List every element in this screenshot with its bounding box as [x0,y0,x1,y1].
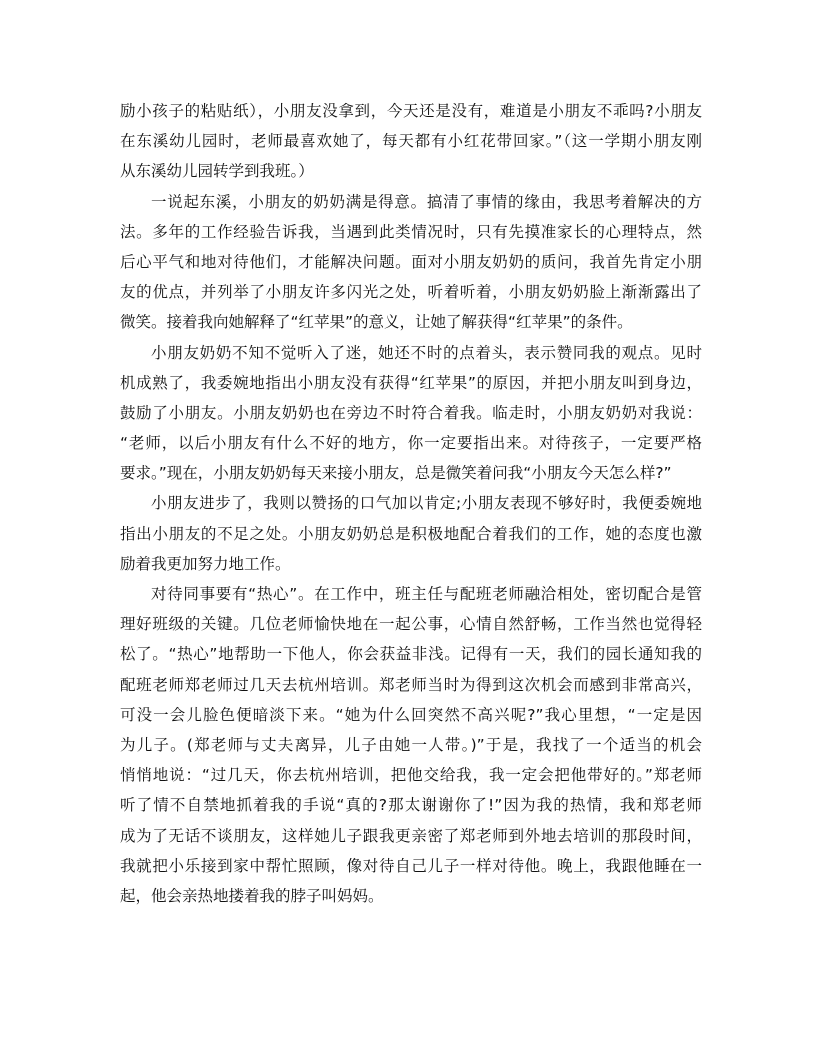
text-line: 在东溪幼儿园时，老师最喜欢她了，每天都有小红花带回家。”（这一学期小朋友刚 [120,132,702,151]
text-line: 为儿子。(郑老师与丈夫离异，儿子由她一人带。)”于是，我找了一个适当的机会 [120,735,702,754]
text-line: “老师，以后小朋友有什么不好的地方，你一定要指出来。对待孩子，一定要严格 [120,434,702,453]
text-line: 微笑。接着我向她解释了“红苹果”的意义，让她了解获得“红苹果”的条件。 [120,313,633,332]
text-line: 后心平气和地对待他们，才能解决问题。面对小朋友奶奶的质问，我首先肯定小朋 [120,252,702,271]
text-line: 励小孩子的粘贴纸），小朋友没拿到，今天还是没有，难道是小朋友不乖吗?小朋友 [120,102,702,120]
text-line: 励着我更加努力地工作。 [120,554,291,573]
paragraph-start-line: 小朋友进步了，我则以赞扬的口气加以肯定;小朋友表现不够好时，我便委婉地 [151,494,702,513]
paragraph-start-line: 一说起东溪，小朋友的奶奶满是得意。搞清了事情的缘由，我思考着解决的方 [151,192,702,211]
text-line: 听了情不自禁地抓着我的手说“真的?那太谢谢你了!”因为我的热情，我和郑老师 [120,796,702,815]
text-line: 配班老师郑老师过几天去杭州培训。郑老师当时为得到这次机会而感到非常高兴， [120,675,702,694]
text-line: 成为了无话不谈朋友，这样她儿子跟我更亲密了郑老师到外地去培训的那段时间， [120,826,702,845]
text-line: 鼓励了小朋友。小朋友奶奶也在旁边不时符合着我。临走时，小朋友奶奶对我说： [120,403,702,422]
text-line: 松了。“热心”地帮助一下他人，你会获益非浅。记得有一天，我们的园长通知我的 [120,645,702,664]
text-line: 要求。”现在，小朋友奶奶每天来接小朋友，总是微笑着问我“小朋友今天怎么样?” [120,464,672,483]
text-line: 机成熟了，我委婉地指出小朋友没有获得“红苹果”的原因，并把小朋友叫到身边， [120,373,702,392]
text-line: 指出小朋友的不足之处。小朋友奶奶总是积极地配合着我们的工作，她的态度也激 [120,524,702,543]
paragraph-start-line: 小朋友奶奶不知不觉听入了迷，她还不时的点着头，表示赞同我的观点。见时 [151,343,702,362]
text-line: 我就把小乐接到家中帮忙照顾，像对待自己儿子一样对待他。晚上，我跟他睡在一 [120,856,702,875]
text-line: 法。多年的工作经验告诉我，当遇到此类情况时，只有先摸准家长的心理特点，然 [120,222,702,241]
text-line: 从东溪幼儿园转学到我班。） [120,162,314,181]
text-line: 悄悄地说：“过几天，你去杭州培训，把他交给我，我一定会把他带好的。”郑老师 [120,766,702,785]
text-line: 可没一会儿脸色便暗淡下来。“她为什么回突然不高兴呢?”我心里想，“一定是因 [120,705,702,724]
text-line: 友的优点，并列举了小朋友许多闪光之处，听着听着，小朋友奶奶脸上渐渐露出了 [120,283,702,302]
text-line: 起，他会亲热地搂着我的脖子叫妈妈。 [120,886,384,905]
paragraph-start-line: 对待同事要有“热心”。在工作中，班主任与配班老师融洽相处，密切配合是管 [151,585,702,603]
text-line: 理好班级的关键。几位老师愉快地在一起公事，心情自然舒畅，工作当然也觉得轻 [120,615,702,634]
body-text [120,96,702,911]
